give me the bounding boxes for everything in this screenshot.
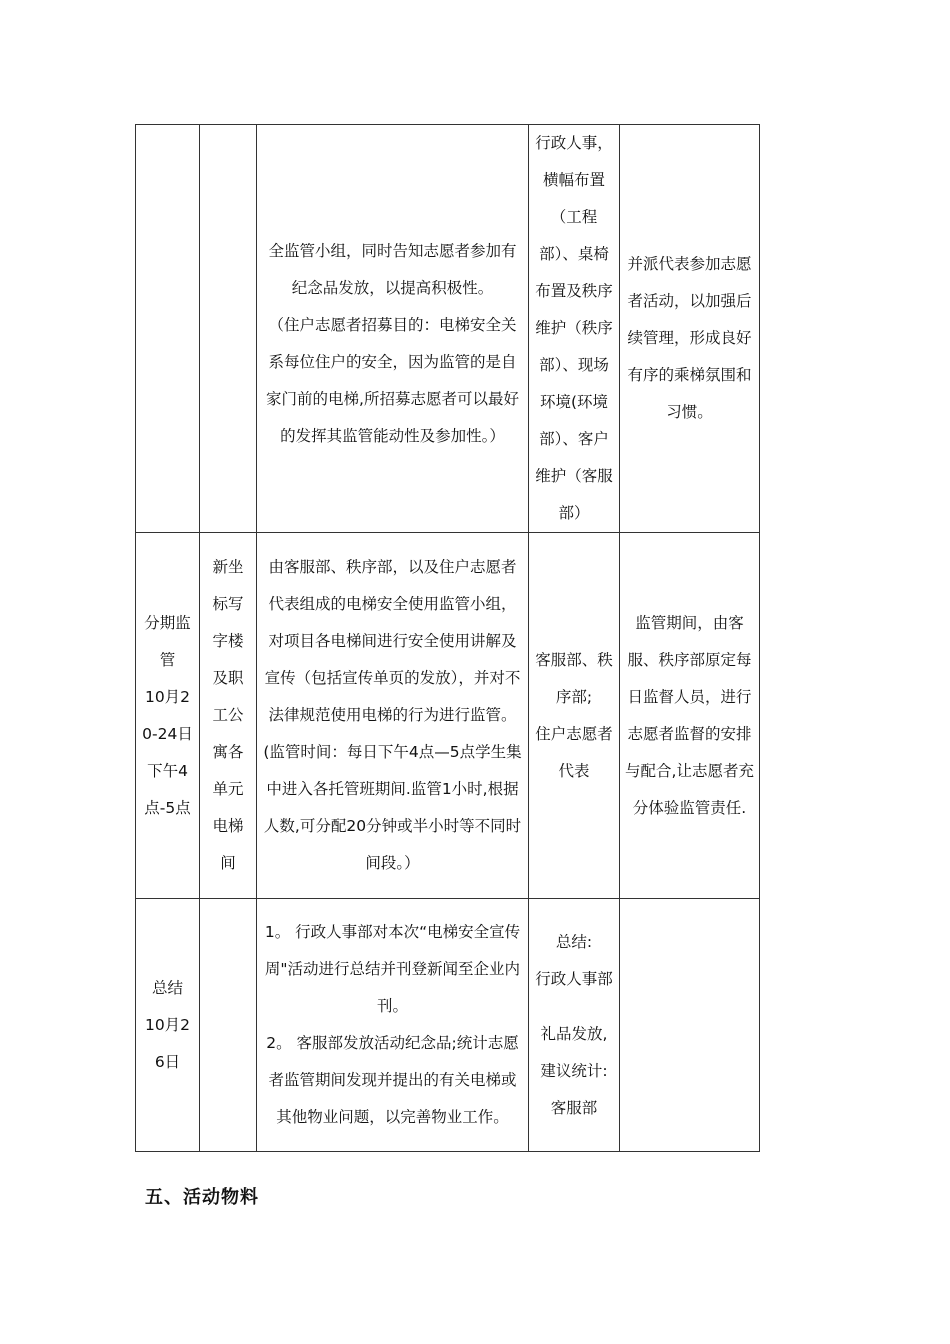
responsible-text: 住户志愿者代表 [535,724,613,780]
phase-cell [136,125,200,533]
content-text: 全监管小组，同时告知志愿者参加有纪念品发放，以提高积极性。 [268,241,517,297]
content-cell [257,899,529,1152]
activity-plan-table [135,124,760,1152]
responsible-text: 行政人事部 [535,969,613,988]
responsible-cell [529,533,620,899]
section-heading: 五、活动物料 [145,1187,259,1208]
location-cell [200,125,257,533]
responsible-text: 客服部、秩序部; [535,650,613,706]
phase-date: 10月20-24日下午4点-5点 [142,687,193,817]
content-text: （住户志愿者招募目的：电梯安全关系每位住户的安全，因为监管的是自家门前的电梯,所招募志愿者可以最好的发挥其监管能动性及参加性。） [266,315,519,445]
location-cell [200,533,257,899]
content-text: 1。 行政人事部对本次“电梯安全宣传周"活动进行总结并刊登新闻至企业内刊。 [264,923,521,1015]
phase-cell [136,533,200,899]
location-cell [200,899,257,1152]
phase-date: 10月26日 [144,1015,191,1071]
remarks-cell [620,125,760,533]
responsible-text: 总结: [555,932,593,951]
table-row [136,899,760,1152]
content-cell [257,125,529,533]
responsible-cell [529,899,620,1152]
spacer [534,998,614,1016]
responsible-cell [529,125,620,533]
remarks-text: 监管期间，由客服、秩序部原定每日监督人员，进行志愿者监督的安排与配合,让志愿者充分体验监管责任. [625,613,754,817]
content-text: (监管时间：每日下午4点—5点学生集中进入各托管班期间.监管1小时,根据人数,可分配20分钟或半小时等不同时间段。） [263,743,522,872]
remarks-cell [620,899,760,1152]
location-text: 新坐标写字楼及职工公寓各单元电梯间 [212,558,244,872]
content-text: 由客服部、秩序部，以及住户志愿者代表组成的电梯安全使用监管小组，对项目各电梯间进行安全使用讲解及宣传（包括宣传单页的发放），并对不法律规范使用电梯的行为进行监管。 [264,558,521,724]
remarks-text: 并派代表参加志愿者活动，以加强后续管理，形成良好有序的乘梯氛围和习惯。 [627,255,752,421]
table-row [136,533,760,899]
remarks-cell [620,533,760,899]
responsible-text: 客服部 [550,1098,598,1117]
responsible-text: 行政人事，横幅布置（工程部）、桌椅布置及秩序维护（秩序部）、现场环境(环境部）、客户维护（客服部） [535,134,613,522]
responsible-text: 礼品发放,建议统计: [540,1024,608,1080]
phase-cell [136,899,200,1152]
phase-label: 总结 [151,978,183,997]
content-text: 2。 客服部发放活动纪念品;统计志愿者监管期间发现并提出的有关电梯或其他物业问题，以完善物业工作。 [266,1034,519,1126]
table-row [136,125,760,533]
phase-label: 分期监管 [144,613,191,669]
content-cell [257,533,529,899]
